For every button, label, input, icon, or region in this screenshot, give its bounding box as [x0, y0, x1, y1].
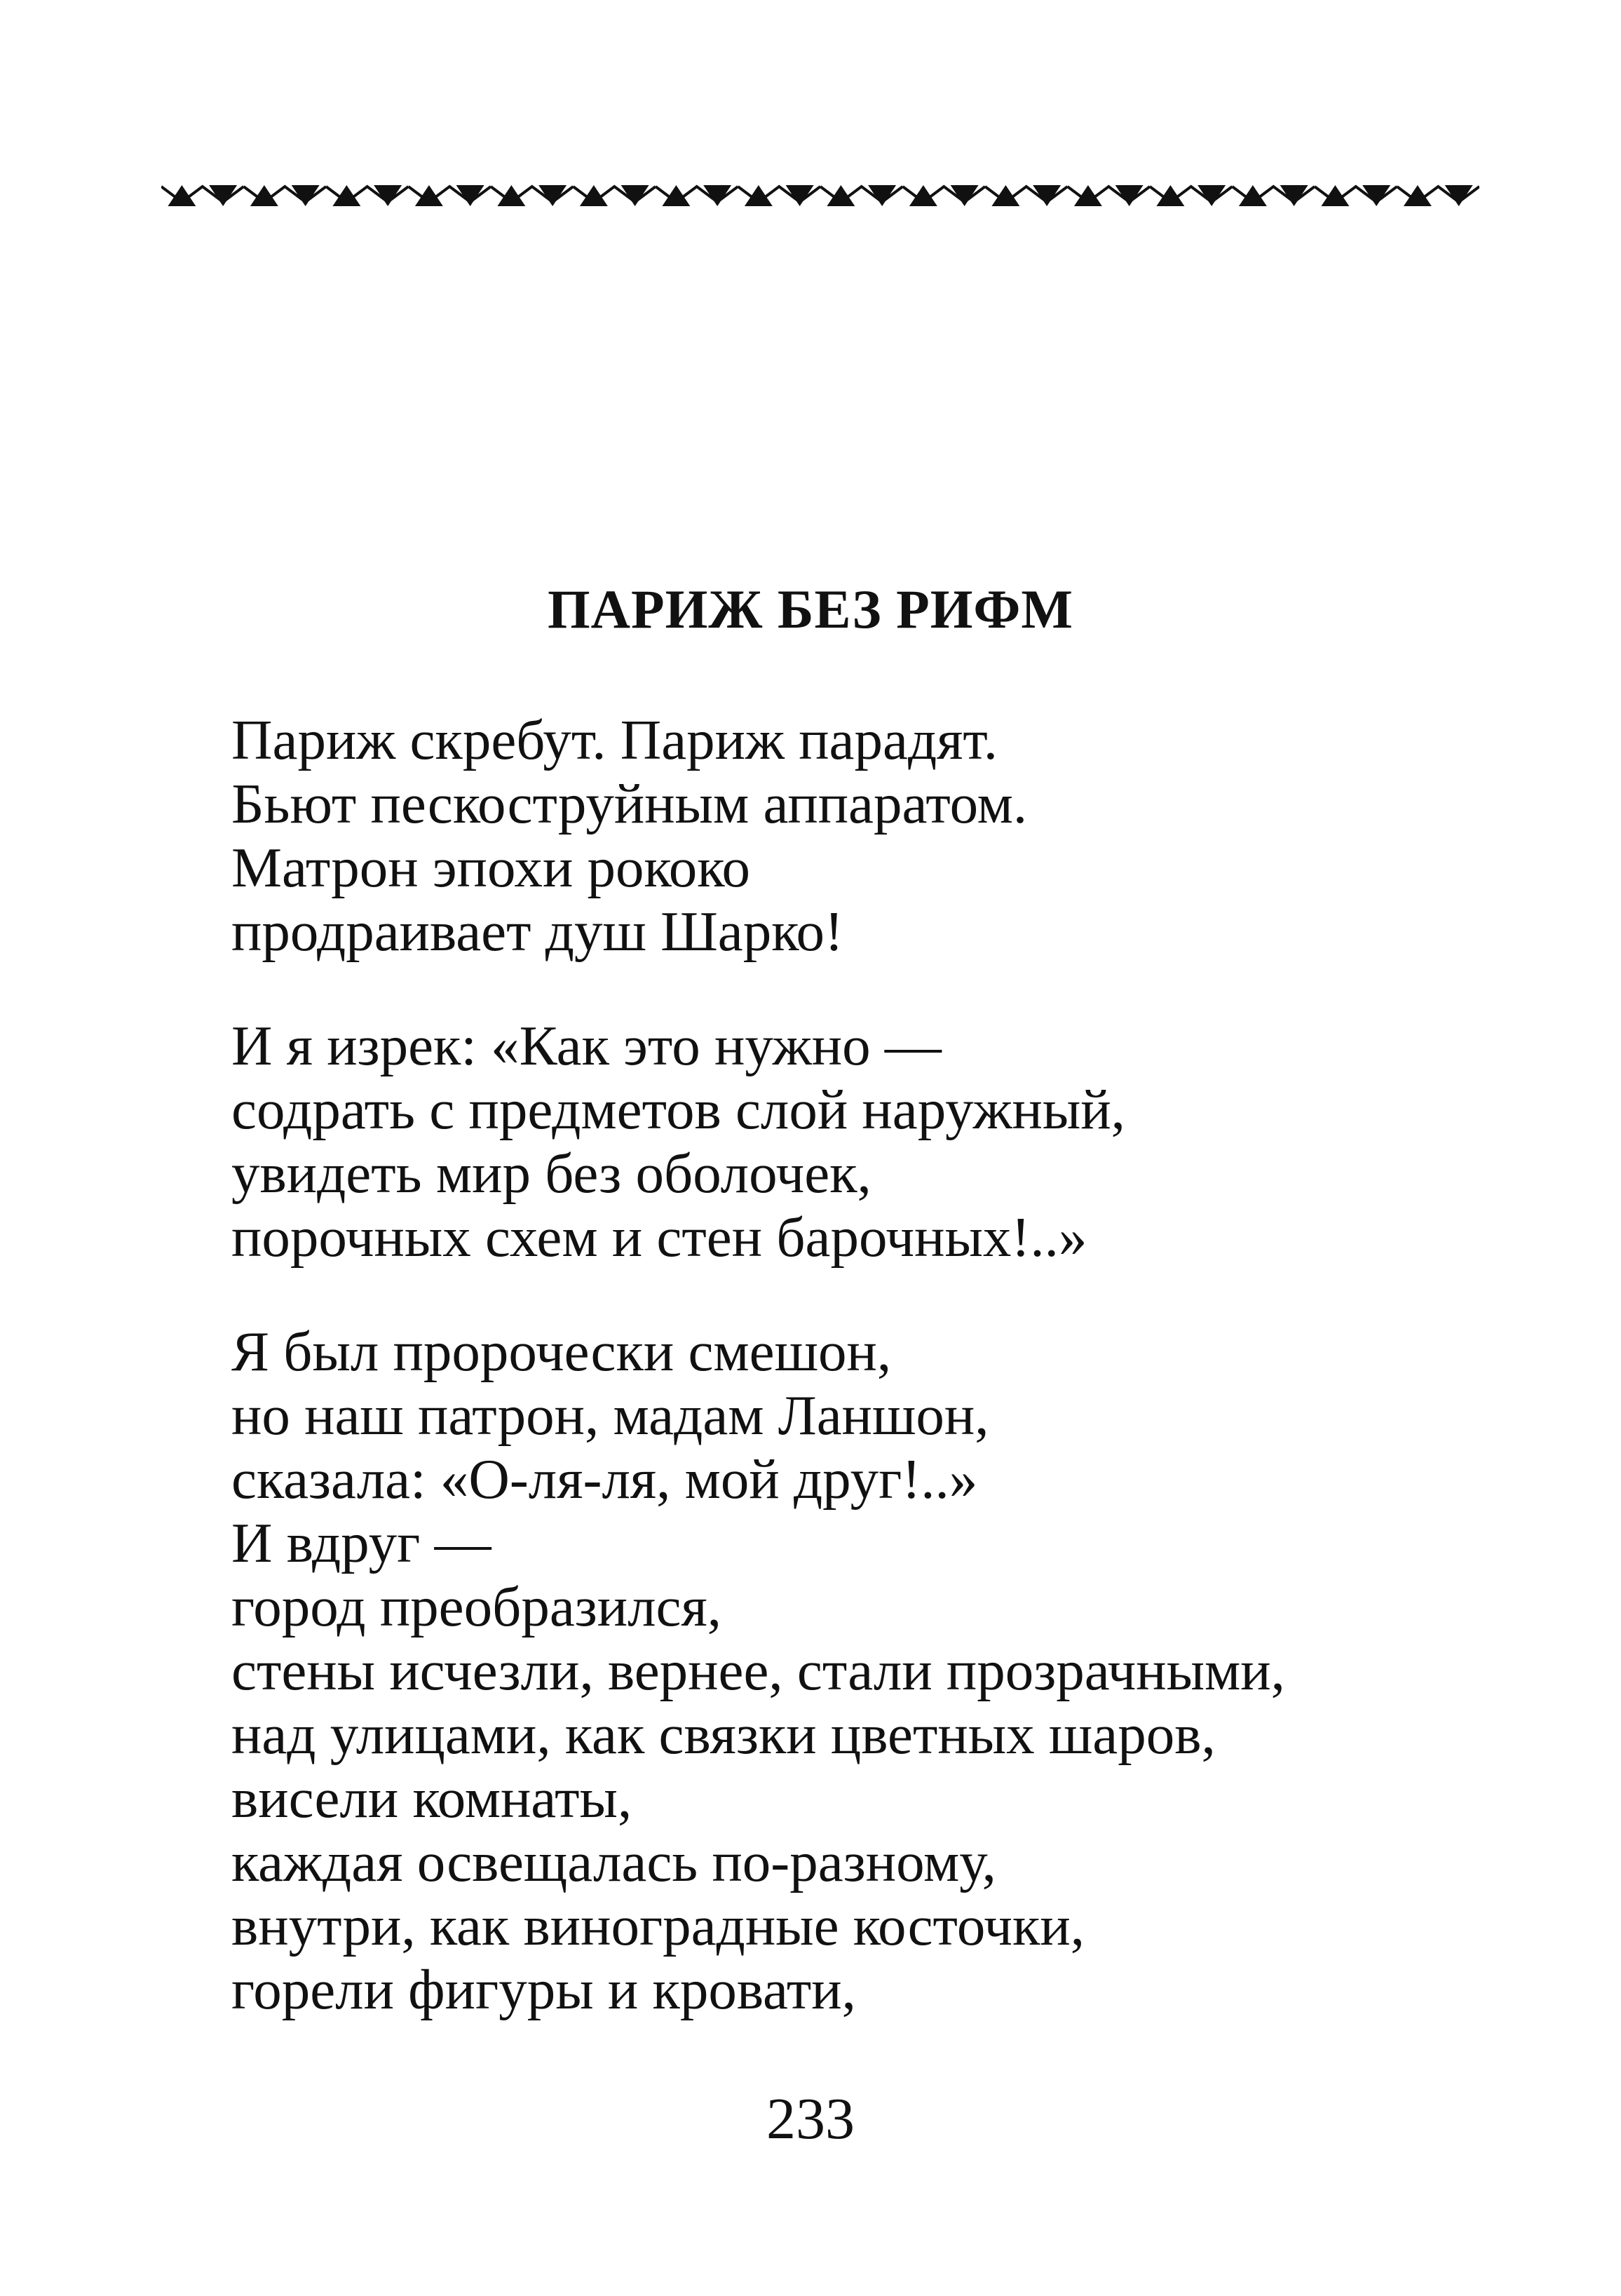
poem-body — [231, 708, 1564, 2072]
poem-line: Бьют пескоструйным аппаратом. — [231, 772, 1028, 835]
poem-line: но наш патрон, мадам Ланшон, — [231, 1384, 989, 1447]
poem-line: Матрон эпохи рококо — [231, 836, 751, 899]
poem-line: И вдруг — — [231, 1511, 491, 1574]
poem-line: над улицами, как связки цветных шаров, — [231, 1703, 1216, 1766]
poem-title: ПАРИЖ БЕЗ РИФМ — [547, 579, 1074, 640]
poem-line: продраивает душ Шарко! — [231, 900, 843, 963]
poem-line: Я был пророчески смешон, — [231, 1320, 892, 1383]
poem-line: порочных схем и стен барочных!..» — [231, 1206, 1087, 1269]
poem-line: И я изрек: «Как это нужно — — [231, 1014, 942, 1077]
poem-line: каждая освещалась по-разному, — [231, 1830, 996, 1893]
poem-line: город преобразился, — [231, 1575, 722, 1638]
poem-line: увидеть мир без оболочек, — [231, 1142, 871, 1205]
poem-line: Париж скребут. Париж парадят. — [231, 708, 998, 771]
poem-line: висели комнаты, — [231, 1767, 632, 1830]
stanza-1 — [231, 708, 1564, 964]
stanza-3 — [231, 1320, 1564, 2022]
zigzag-triangle-border-icon — [161, 175, 1479, 217]
poem-line: содрать с предметов слой наружный, — [231, 1078, 1125, 1141]
poem-line: горели фигуры и кровати, — [231, 1958, 856, 2021]
stanza-2 — [231, 1014, 1564, 1269]
poem-line: стены исчезли, вернее, стали прозрачными, — [231, 1639, 1285, 1702]
poem-line: внутри, как виноградные косточки, — [231, 1894, 1085, 1957]
page-number: 233 — [766, 2086, 855, 2152]
poem-line: сказала: «О-ля-ля, мой друг!..» — [231, 1447, 978, 1511]
